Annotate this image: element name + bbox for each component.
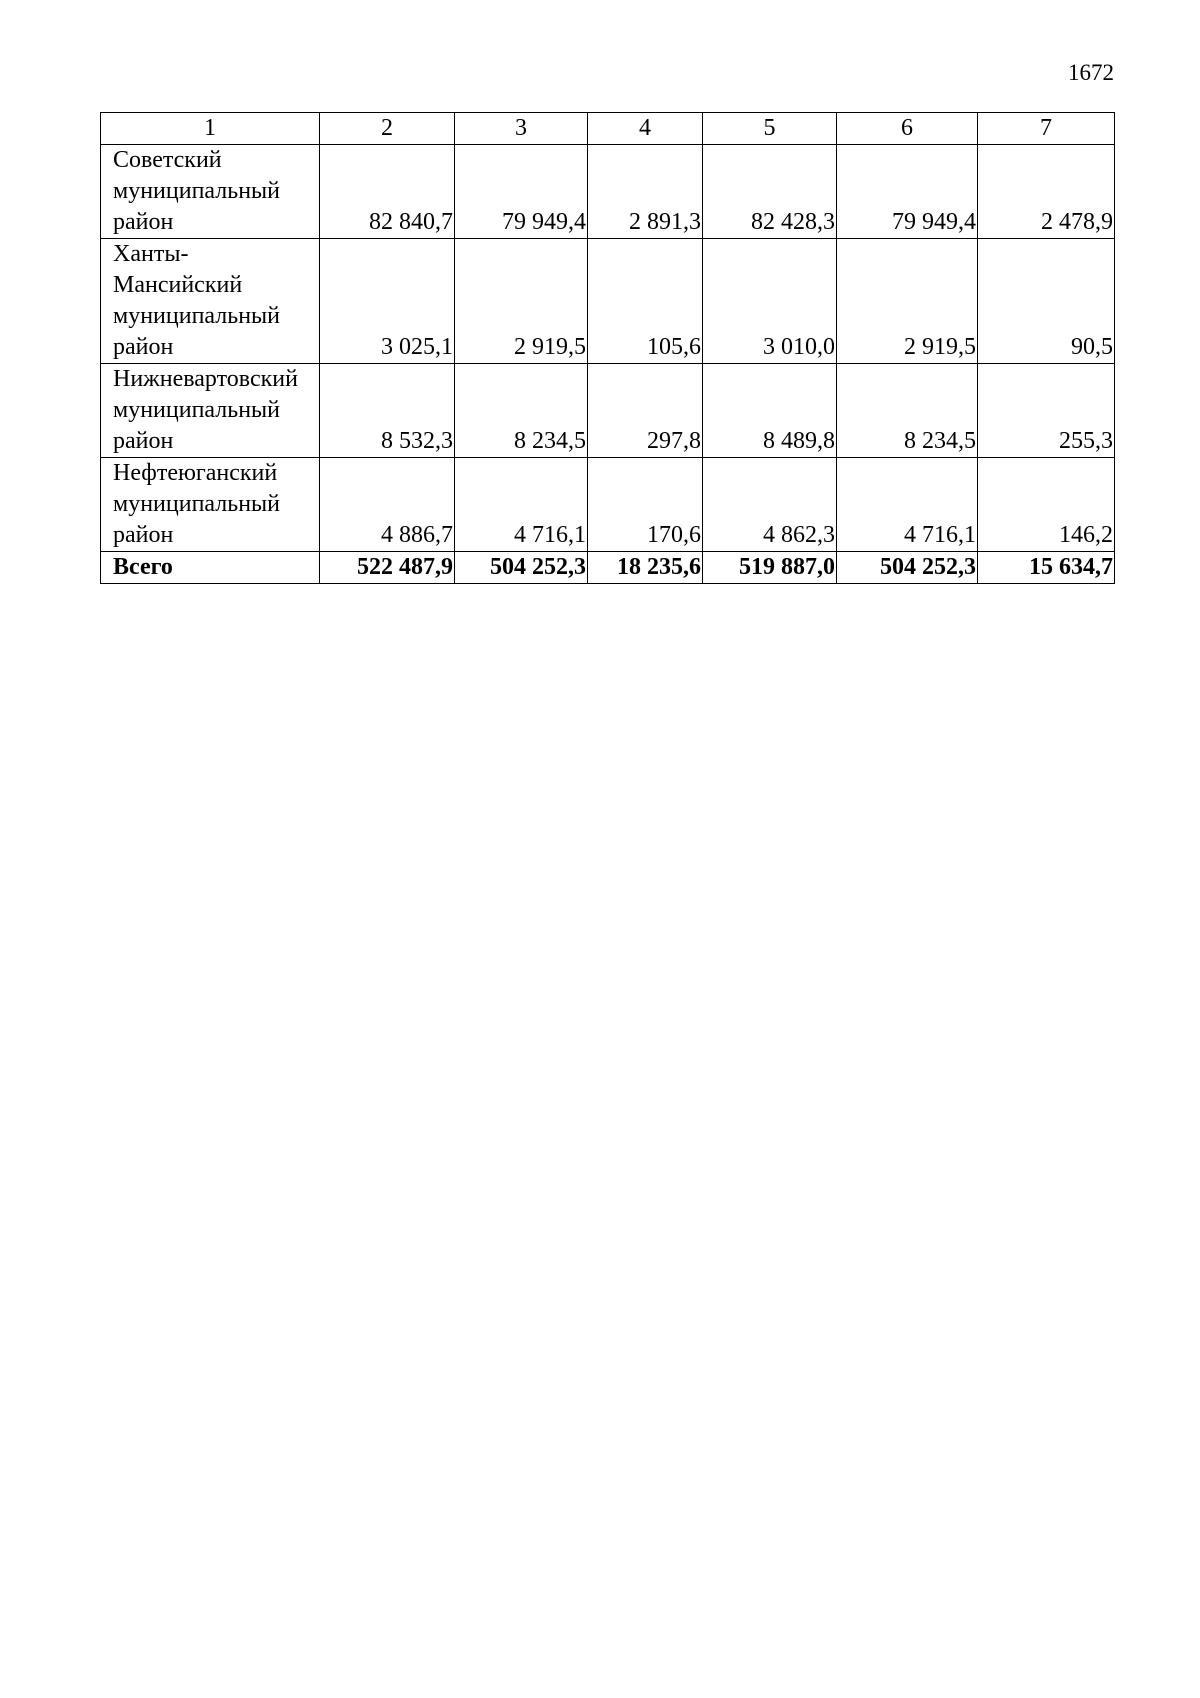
value-cell: 82 428,3 [703,145,837,239]
header-row [101,113,1115,145]
column-header: 3 [455,113,588,145]
district-name-line: муниципальный [113,178,281,204]
value-cell: 4 886,7 [320,458,455,552]
table-row [101,364,1115,458]
district-name-line: район [113,522,174,548]
table-row [101,458,1115,552]
district-name-line: Ханты- [113,241,189,267]
total-label: Всего [101,552,320,584]
value-cell: 8 532,3 [320,364,455,458]
district-name-cell [101,458,320,552]
district-name-line: район [113,209,174,235]
column-header: 4 [588,113,703,145]
value-cell: 4 716,1 [837,458,978,552]
column-header: 5 [703,113,837,145]
district-name-line: муниципальный [113,397,281,423]
value-cell: 90,5 [978,239,1115,364]
value-cell: 8 234,5 [455,364,588,458]
table-row [101,145,1115,239]
value-cell: 297,8 [588,364,703,458]
value-cell: 3 025,1 [320,239,455,364]
page-number: 1672 [1068,60,1114,85]
data-table [100,112,1115,584]
value-cell: 255,3 [978,364,1115,458]
district-name-cell [101,239,320,364]
value-cell: 82 840,7 [320,145,455,239]
value-cell: 8 234,5 [837,364,978,458]
value-cell: 2 919,5 [837,239,978,364]
total-value-cell: 519 887,0 [703,552,837,584]
column-header: 1 [101,113,320,145]
total-value-cell: 504 252,3 [455,552,588,584]
value-cell: 79 949,4 [455,145,588,239]
value-cell: 2 919,5 [455,239,588,364]
table-row [101,239,1115,364]
value-cell: 4 716,1 [455,458,588,552]
total-value-cell: 15 634,7 [978,552,1115,584]
district-name-line: район [113,334,174,360]
total-value-cell: 18 235,6 [588,552,703,584]
value-cell: 146,2 [978,458,1115,552]
value-cell: 105,6 [588,239,703,364]
value-cell: 2 891,3 [588,145,703,239]
district-name-line: Нижневартовский [113,366,298,392]
value-cell: 170,6 [588,458,703,552]
district-name-line: район [113,428,174,454]
district-name-line: Советский [113,147,222,173]
total-value-cell: 522 487,9 [320,552,455,584]
value-cell: 2 478,9 [978,145,1115,239]
district-name-cell [101,364,320,458]
value-cell: 79 949,4 [837,145,978,239]
district-name-line: Нефтеюганский [113,460,278,486]
value-cell: 3 010,0 [703,239,837,364]
value-cell: 4 862,3 [703,458,837,552]
total-row [101,552,1115,584]
column-header: 6 [837,113,978,145]
total-value-cell: 504 252,3 [837,552,978,584]
value-cell: 8 489,8 [703,364,837,458]
column-header: 7 [978,113,1115,145]
district-name-line: муниципальный [113,491,281,517]
column-header: 2 [320,113,455,145]
district-name-line: Мансийский [113,272,243,298]
district-name-cell [101,145,320,239]
district-name-line: муниципальный [113,303,281,329]
